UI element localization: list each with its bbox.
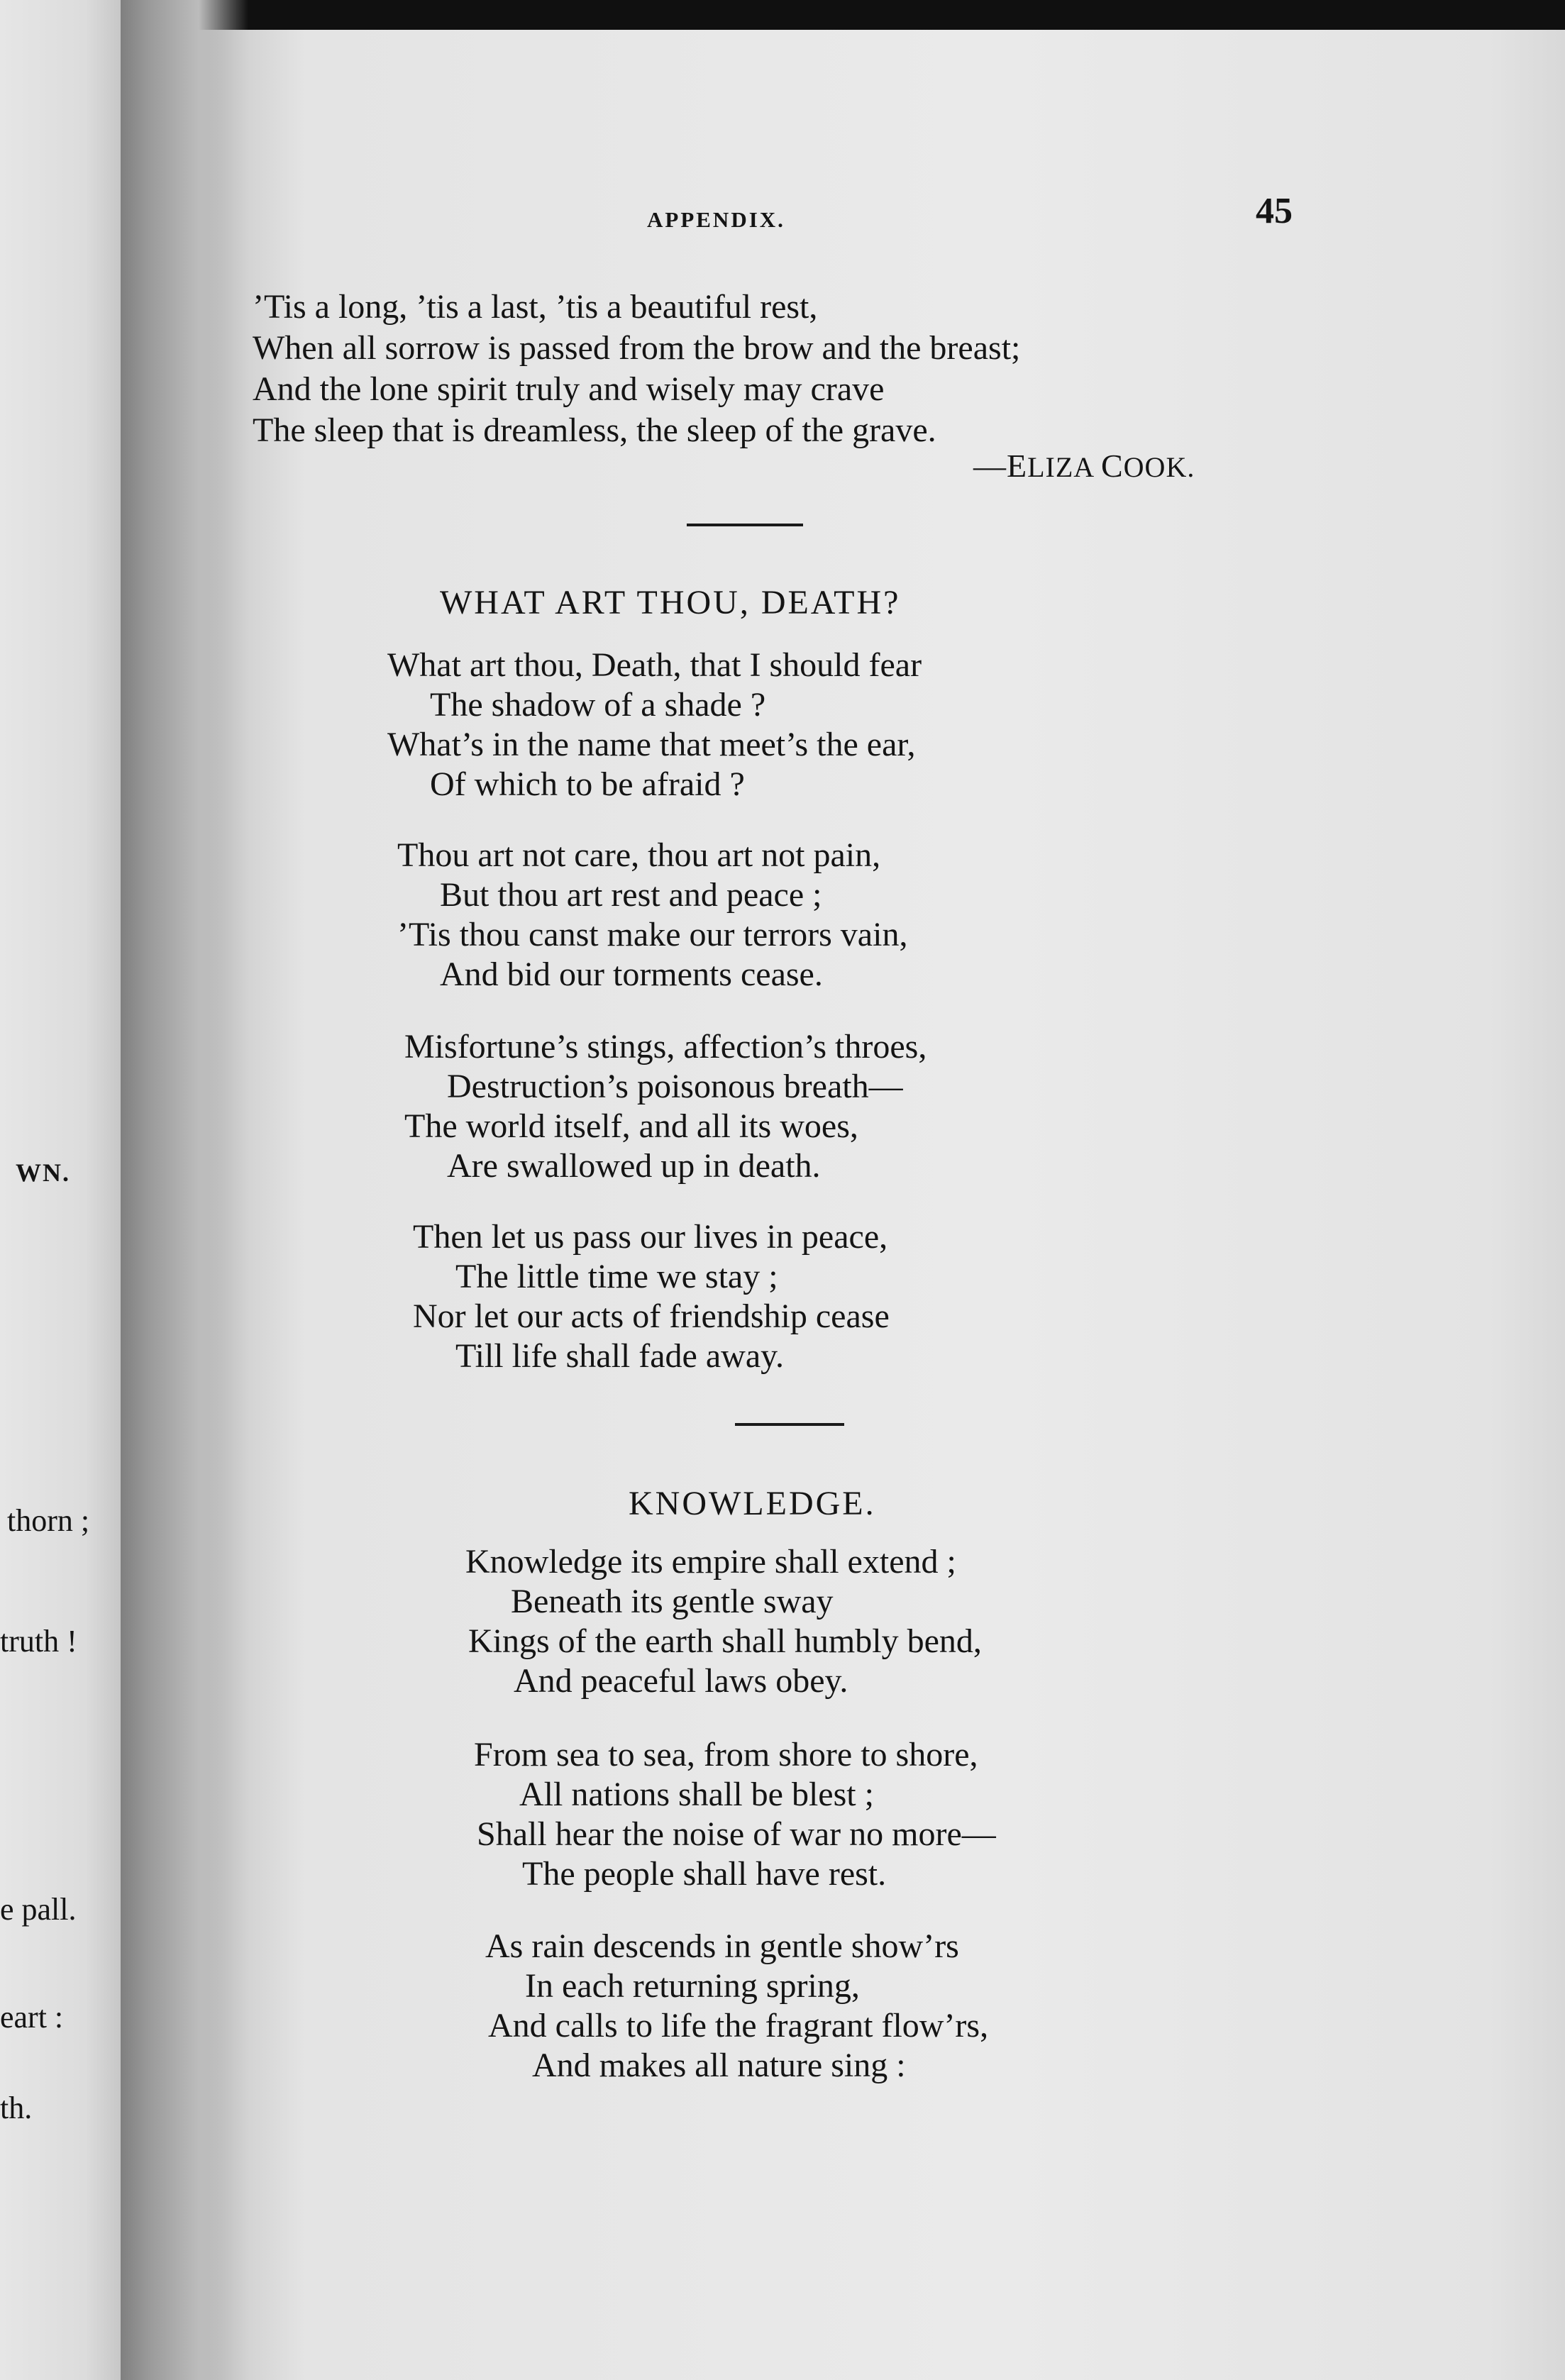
poem-line: And makes all nature sing : — [532, 2047, 906, 2084]
poem-line: Misfortune’s stings, affection’s throes, — [404, 1028, 927, 1066]
section-divider — [687, 524, 803, 526]
poem-line: The people shall have rest. — [522, 1855, 887, 1893]
poem-line: And calls to life the fragrant flow’rs, — [488, 2007, 989, 2044]
poem-line: Nor let our acts of friendship cease — [413, 1297, 890, 1335]
running-head: APPENDIX. — [647, 207, 785, 232]
section-divider — [735, 1423, 844, 1426]
poem-line: And the lone spirit truly and wisely may crave — [253, 370, 885, 408]
book-gutter-shadow — [121, 0, 248, 2380]
facing-page-fragment: eart : — [0, 2000, 64, 2035]
poem-line: And bid our torments cease. — [440, 956, 823, 993]
poem-line: The little time we stay ; — [455, 1258, 778, 1295]
poem-line: When all sorrow is passed from the brow and the breast; — [253, 329, 1021, 367]
poem-line: Then let us pass our lives in peace, — [413, 1218, 888, 1256]
poem-line: All nations shall be blest ; — [519, 1776, 874, 1813]
facing-page-fragment: WN. — [16, 1158, 70, 1187]
poem-line: Thou art not care, thou art not pain, — [397, 836, 881, 874]
poem-line: Are swallowed up in death. — [447, 1147, 821, 1185]
poem-line: As rain descends in gentle show’rs — [485, 1927, 959, 1965]
poem-line: Kings of the earth shall humbly bend, — [468, 1622, 982, 1660]
poem-line: Of which to be afraid ? — [430, 765, 745, 803]
poem-line: Shall hear the noise of war no more— — [477, 1815, 996, 1853]
facing-page-fragment: thorn ; — [7, 1503, 90, 1538]
poem-line: What’s in the name that meet’s the ear, — [387, 726, 916, 763]
facing-page-fragment: truth ! — [0, 1624, 77, 1659]
poem-line: From sea to sea, from shore to shore, — [474, 1736, 978, 1773]
poem-line: ’Tis thou canst make our terrors vain, — [397, 916, 908, 953]
poem-line: What art thou, Death, that I should fear — [387, 646, 922, 684]
facing-page-fragment: th. — [0, 2091, 33, 2125]
poem-line: ’Tis a long, ’tis a last, ’tis a beautiful rest, — [253, 288, 818, 326]
poem-line: And peaceful laws obey. — [514, 1662, 848, 1700]
poem-line: But thou art rest and peace ; — [440, 876, 822, 914]
poem-line: Beneath its gentle sway — [511, 1583, 834, 1620]
poem-line: The shadow of a shade ? — [430, 686, 766, 724]
poem-line: The world itself, and all its woes, — [404, 1107, 858, 1145]
poem-title: WHAT ART THOU, DEATH? — [440, 584, 901, 621]
poem-line: Destruction’s poisonous breath— — [447, 1068, 903, 1105]
poem-line: Knowledge its empire shall extend ; — [465, 1543, 956, 1581]
poem-line: Till life shall fade away. — [455, 1337, 785, 1375]
attribution: —ELIZA COOK. — [973, 448, 1195, 484]
poem-title: KNOWLEDGE. — [629, 1485, 876, 1522]
poem-line: In each returning spring, — [525, 1967, 860, 2005]
facing-page — [0, 0, 121, 2380]
poem-line: The sleep that is dreamless, the sleep of the grave. — [253, 411, 936, 449]
facing-page-fragment: e pall. — [0, 1892, 77, 1927]
page-number: 45 — [1256, 191, 1293, 231]
